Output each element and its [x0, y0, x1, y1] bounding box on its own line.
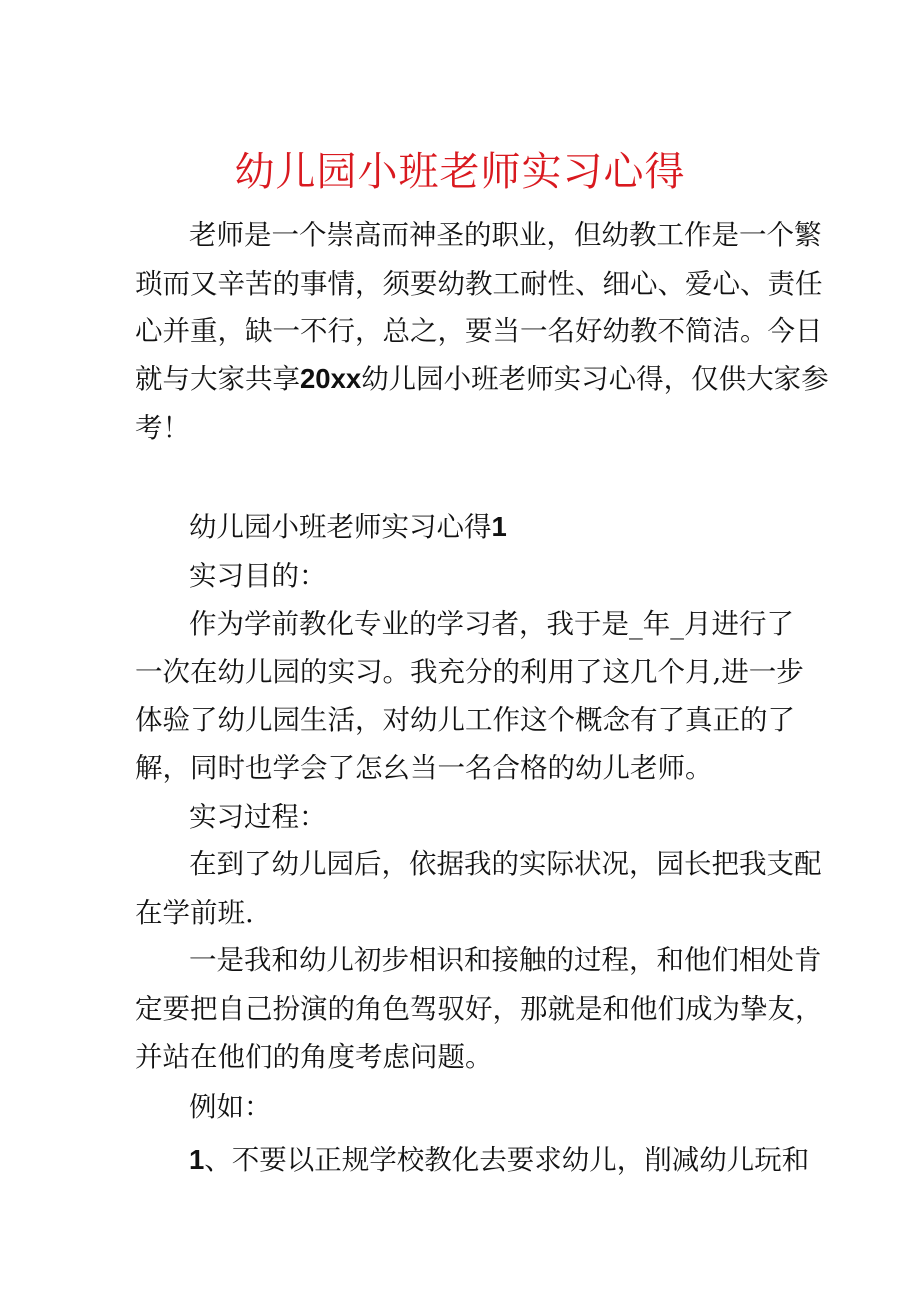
purpose-label: 实习目的： — [189, 560, 327, 592]
intro-year: 20xx — [300, 363, 362, 394]
paragraph-2-line-2: 在学前班. — [135, 897, 254, 929]
paragraph-3-line-1: 一是我和幼儿初步相识和接触的过程，和他们相处肯 — [189, 944, 822, 976]
list-item-1-number: 1 — [189, 1144, 205, 1175]
intro-line-4-post: 幼儿园小班老师实习心得，仅供大家参 — [361, 363, 829, 395]
section-heading-text: 幼儿园小班老师实习心得 — [189, 511, 492, 543]
intro-line-4 — [135, 361, 829, 397]
section-heading — [189, 509, 507, 545]
example-label: 例如： — [189, 1091, 272, 1123]
document-title: 幼儿园小班老师实习心得 — [234, 149, 686, 195]
process-label: 实习过程： — [189, 801, 327, 833]
list-item-1 — [189, 1142, 809, 1178]
paragraph-1-line-3: 体验了幼儿园生活，对幼儿工作这个概念有了真正的了 — [135, 704, 795, 736]
intro-line-1: 老师是一个崇高而神圣的职业，但幼教工作是一个繁 — [189, 219, 822, 251]
intro-line-5: 考！ — [135, 412, 190, 444]
intro-line-3: 心并重，缺一不行，总之，要当一名好幼教不简洁。今日 — [135, 315, 823, 347]
section-heading-number: 1 — [491, 511, 507, 542]
list-item-1-text: 、不要以正规学校教化去要求幼儿，削减幼儿玩和 — [204, 1144, 810, 1176]
paragraph-1-line-2: 一次在幼儿园的实习。我充分的利用了这几个月,进一步 — [135, 656, 804, 688]
paragraph-1-line-1: 作为学前教化专业的学习者，我于是_年_月进行了 — [189, 608, 794, 640]
paragraph-2-line-1: 在到了幼儿园后，依据我的实际状况，园长把我支配 — [189, 848, 822, 880]
paragraph-3-line-3: 并站在他们的角度考虑问题。 — [135, 1041, 493, 1073]
intro-line-2: 琐而又辛苦的事情，须要幼教工耐性、细心、爱心、责任 — [135, 268, 823, 300]
paragraph-3-line-2: 定要把自己扮演的角色驾驭好，那就是和他们成为挚友， — [135, 993, 823, 1025]
paragraph-1-line-4: 解，同时也学会了怎幺当一名合格的幼儿老师。 — [135, 752, 713, 784]
intro-line-4-pre: 就与大家共享 — [135, 363, 300, 395]
